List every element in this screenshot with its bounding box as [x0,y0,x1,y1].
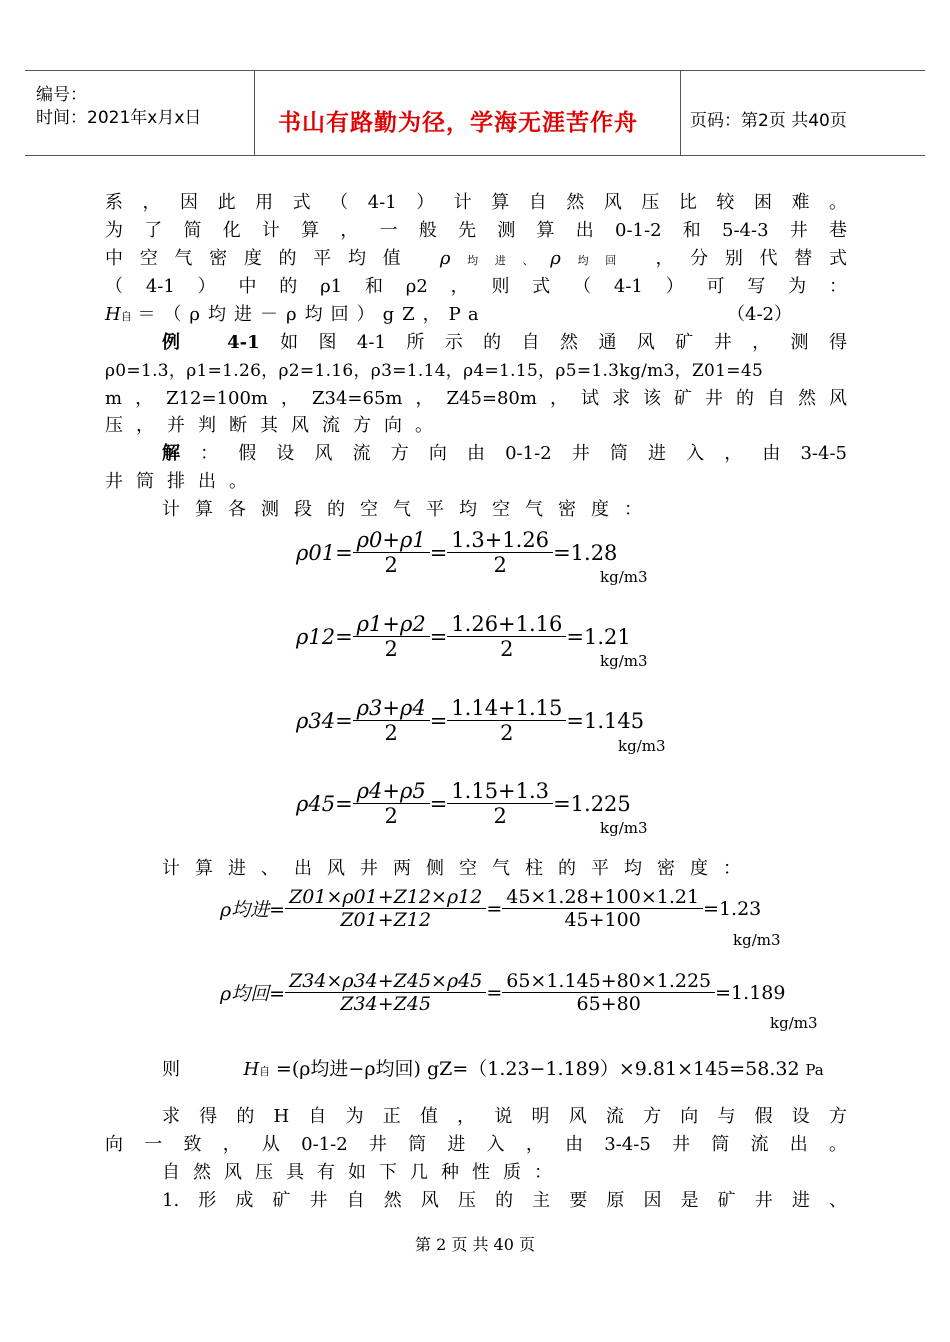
equation-rho45: ρ45= $\frac{\rho 4+\rho 5}{2}$ = $\frac{1.15+1.3}{2}$ =1.225 [296,779,631,828]
unit-eq2: kg/m3 [600,652,648,670]
example-line-1: 例 4-1如图4-1所示的自然通风矿井，测得 [162,332,847,353]
unit-eq5: kg/m3 [733,931,781,949]
example-line-3: m，Z12=100m，Z34=65m，Z45=80m，试求该矿井的自然风 [105,388,847,409]
equation-rho12: ρ12= $\frac{\rho 1+\rho 2}{2}$ = $\frac{1.26+1.16}{2}$ =1.21 [296,612,631,661]
header-bottom-rule [25,155,925,156]
example-line-2: ρ0=1.3，ρ1=1.26，ρ2=1.16，ρ3=1.14，ρ4=1.15，ρ5=1.3kg/m3，Z01=45 [105,361,764,381]
solution-line-3: 计算各测段的空气平均空气密度： [162,499,657,520]
unit-eq6: kg/m3 [770,1014,818,1032]
header-top-rule [25,70,925,71]
equation-rho01: ρ01= $\frac{\rho 0+\rho 1}{2}$ = $\frac{1.3+1.26}{2}$ =1.28 [296,528,618,577]
text-line-1: 系，因此用式（4-1）计算自然风压比较困难。 [105,192,847,213]
formula-4-2: H自 ＝（ρ均进－ρ均回）gZ，Pa （4-2） [105,300,847,326]
header-page-info: 页码：第2页 共40页 [690,111,847,131]
equation-natural-pressure: 则 H自 =(ρ均进−ρ均回) gZ=（1.23−1.189）×9.81×145=58.32 Pa [162,1058,824,1080]
page-footer: 第 2 页 共 40 页 [415,1235,535,1254]
unit-eq1: kg/m3 [600,568,648,586]
equation-rho-in: ρ均进= $\frac{Z01\times\rho 01+Z12\times\rho 12}{Z01+Z12}$ = $\frac{45\times 1.28+100\times 1.21}{45+100}$ =1.23 [220,886,762,931]
solution-line-2: 井筒排出。 [105,471,260,492]
text-line-15: 向一致，从0-1-2井筒进入，由3-4-5井筒流出。 [105,1134,847,1155]
text-line-13: 计算进、出风井两侧空气柱的平均密度： [162,858,756,879]
text-line-2: 为了简化计算，一般先测算出0-1-2和5-4-3井巷 [105,220,847,241]
solution-line-1: 解：假设风流方向由0-1-2井筒进入，由3-4-5 [162,443,847,464]
unit-eq4: kg/m3 [600,819,648,837]
text-line-17: 1.形成矿井自然风压的主要原因是矿井进、 [162,1190,847,1211]
text-line-16: 自然风压具有如下几种性质： [162,1162,565,1183]
header-motto: 书山有路勤为径，学海无涯苦作舟 [278,110,638,136]
header-divider-1 [254,70,255,156]
doc-time-label: 时间：2021年x月x日 [36,108,202,128]
unit-eq3: kg/m3 [618,737,666,755]
formula-number: （4-2） [727,304,792,325]
text-line-14: 求得的H自为正值，说明风流方向与假设方 [162,1106,847,1127]
text-line-3: 中空气密度的平均值 ρ均进、ρ均回 ，分别代替式 [105,248,848,269]
header-divider-2 [680,70,681,156]
equation-rho34: ρ34= $\frac{\rho 3+\rho 4}{2}$ = $\frac{1.14+1.15}{2}$ =1.145 [296,696,645,745]
text-line-4: （4-1）中的ρ1和ρ2，则式（4-1）可写为： [105,276,847,297]
doc-number-label: 编号： [36,85,87,105]
example-line-4: 压，并判断其风流方向。 [105,415,446,436]
equation-rho-out: ρ均回= $\frac{Z34\times\rho 34+Z45\times\rho 45}{Z34+Z45}$ = $\frac{65\times 1.145+80\times 1.225}{65+80}$ =1.189 [220,970,786,1015]
